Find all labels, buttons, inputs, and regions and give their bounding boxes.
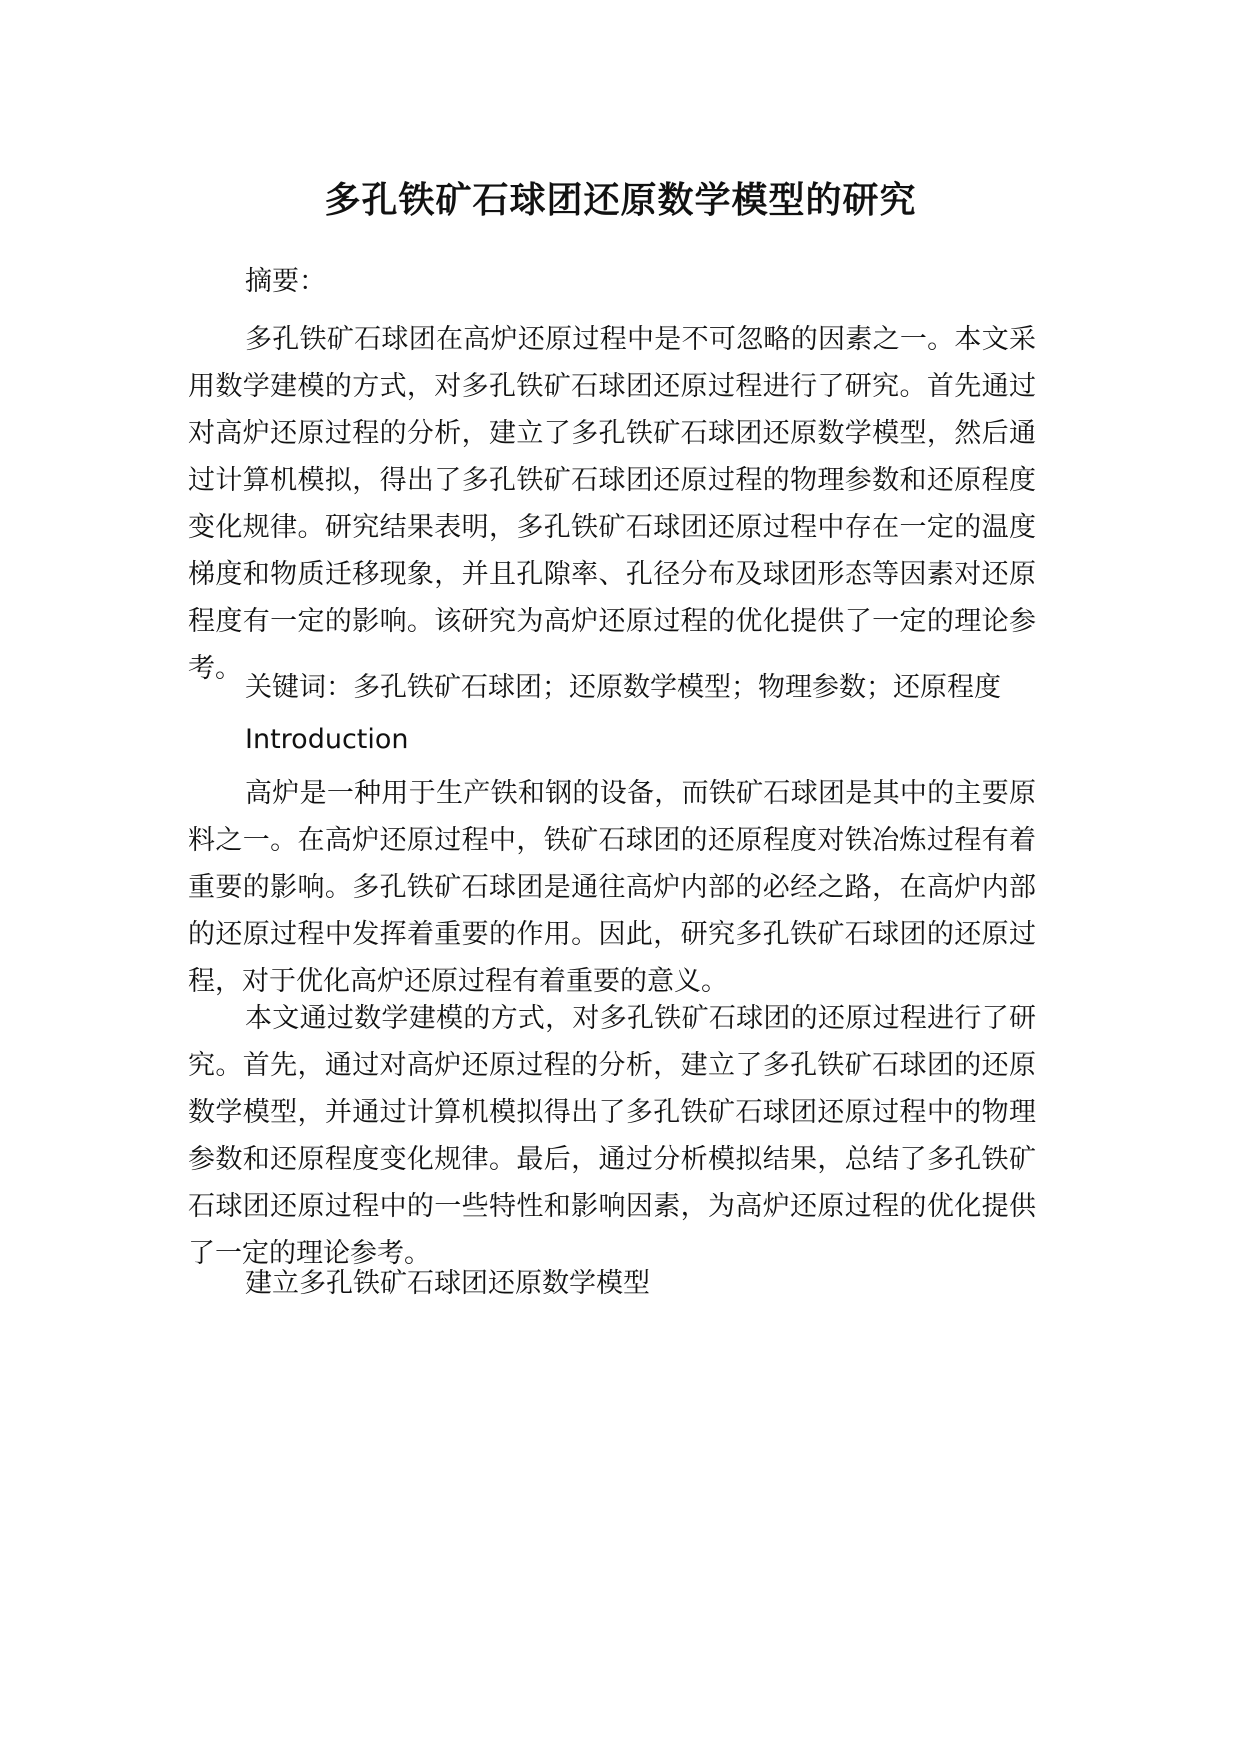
abstract-label: 摘要： (245, 266, 326, 297)
introduction-heading: Introduction (245, 724, 409, 755)
abstract-paragraph: 多孔铁矿石球团在高炉还原过程中是不可忽略的因素之一。本文采用数学建模的方式，对多孔铁矿石球团还原过程进行了研究。首先通过对高炉还原过程的分析，建立了多孔铁矿石球团还原数学模型，然后通过计算机模拟，得出了多孔铁矿石球团还原过程的物理参数和还原程度变化规律。研究结果表明，多孔铁矿石球团还原过程中存在一定的温度梯度和物质迁移现象，并且孔隙率、孔径分布及球团形态等因素对还原程度有一定的影响。该研究为高炉还原过程的优化提供了一定的理论参考。 (188, 324, 1036, 684)
document-title: 多孔铁矿石球团还原数学模型的研究 (324, 180, 917, 221)
keywords-line: 关键词：多孔铁矿石球团；还原数学模型；物理参数；还原程度 (245, 672, 1001, 703)
section-heading: 建立多孔铁矿石球团还原数学模型 (245, 1268, 650, 1299)
introduction-paragraph-1: 高炉是一种用于生产铁和钢的设备，而铁矿石球团是其中的主要原料之一。在高炉还原过程中，铁矿石球团的还原程度对铁冶炼过程有着重要的影响。多孔铁矿石球团是通往高炉内部的必经之路，在高炉内部的还原过程中发挥着重要的作用。因此，研究多孔铁矿石球团的还原过程，对于优化高炉还原过程有着重要的意义。 (188, 778, 1036, 997)
introduction-paragraph-2: 本文通过数学建模的方式，对多孔铁矿石球团的还原过程进行了研究。首先，通过对高炉还原过程的分析，建立了多孔铁矿石球团的还原数学模型，并通过计算机模拟得出了多孔铁矿石球团还原过程中的物理参数和还原程度变化规律。最后，通过分析模拟结果，总结了多孔铁矿石球团还原过程中的一些特性和影响因素，为高炉还原过程的优化提供了一定的理论参考。 (188, 1003, 1036, 1269)
